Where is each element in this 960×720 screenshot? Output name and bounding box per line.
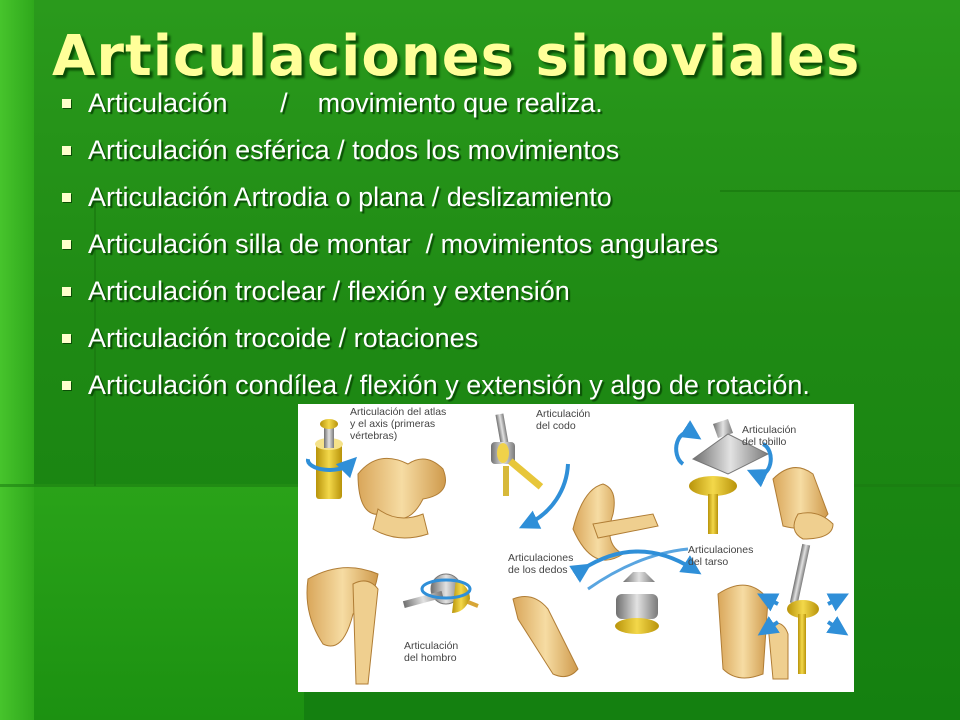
- caption-atlas: Articulación del atlas y el axis (primeras vértebras): [350, 406, 447, 442]
- pivot-joint-model: [308, 419, 350, 499]
- elbow-bones: [573, 484, 658, 560]
- bullet-square-icon: [62, 99, 71, 108]
- bullet-item: Articulación silla de montar / movimientos angulares: [60, 227, 940, 261]
- bullet-item: Articulación Artrodia o plana / deslizamiento: [60, 180, 940, 214]
- bullet-square-icon: [62, 240, 71, 249]
- shoulder-bones: [307, 568, 378, 684]
- caption-tarso: Articulaciones del tarso: [688, 544, 754, 568]
- caption-hombro: Articulación del hombro: [404, 640, 459, 664]
- tarsus-bones: [718, 585, 788, 679]
- bullet-square-icon: [62, 381, 71, 390]
- bullet-square-icon: [62, 334, 71, 343]
- bullet-square-icon: [62, 193, 71, 202]
- bullet-item: Articulación esférica / todos los movimientos: [60, 133, 940, 167]
- bullet-item: Articulación / movimiento que realiza.: [60, 86, 940, 120]
- condyloid-joint-model: [583, 549, 693, 634]
- joints-illustration: [298, 404, 854, 692]
- decor-panel-bottom: [34, 484, 304, 720]
- bullet-item: Articulación condílea / flexión y extensión y algo de rotación.: [60, 368, 940, 402]
- atlas-vertebra-bones: [358, 458, 446, 538]
- bullet-square-icon: [62, 146, 71, 155]
- caption-codo: Articulación del codo: [536, 408, 591, 432]
- caption-dedos: Articulaciones de los dedos: [508, 552, 574, 576]
- bullet-list: [60, 86, 940, 415]
- ball-joint-model: [403, 574, 478, 613]
- bullet-square-icon: [62, 287, 71, 296]
- decor-panel-left: [0, 0, 34, 720]
- caption-tobillo: Articulación del tobillo: [742, 424, 797, 448]
- slide-title: Articulaciones sinoviales: [52, 24, 861, 89]
- ankle-bones: [773, 468, 833, 539]
- bullet-item: Articulación troclear / flexión y extensión: [60, 274, 940, 308]
- finger-bones: [513, 597, 578, 677]
- bullet-item: Articulación trocoide / rotaciones: [60, 321, 940, 355]
